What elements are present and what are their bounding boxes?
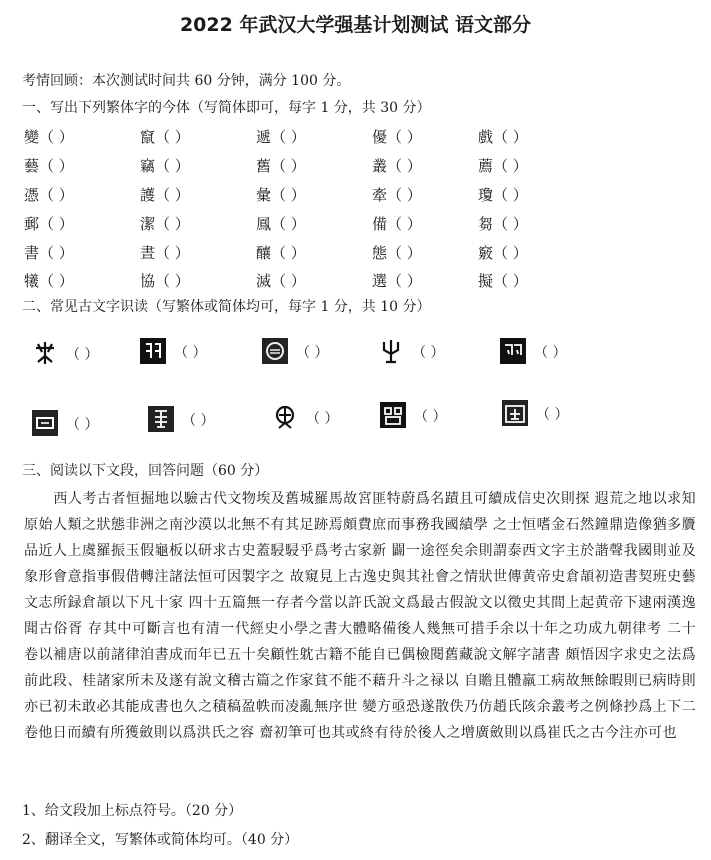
glyph-answer-blank: （ ） [66, 347, 99, 363]
char-item: 遞（ ） [256, 128, 306, 146]
ancient-glyph-8-icon [272, 404, 298, 430]
char-item: 潔（ ） [140, 215, 190, 233]
char-item: 犧（ ） [24, 272, 74, 290]
char-item: 牽（ ） [372, 186, 422, 204]
ancient-glyph-5-icon [500, 338, 526, 364]
char-item: 滅（ ） [256, 272, 306, 290]
char-item: 書（ ） [24, 244, 74, 262]
glyph-answer-blank: （ ） [536, 407, 569, 423]
section2-heading: 二、常见古文字识读（写繁体或简体均可，每字 1 分，共 10 分） [22, 299, 431, 315]
ancient-glyph-3-icon [262, 338, 288, 364]
question-2: 2、翻译全文，写繁体或简体均可。（40 分） [22, 832, 299, 848]
char-item: 釀（ ） [256, 244, 306, 262]
char-item: 藝（ ） [24, 157, 74, 175]
section3-heading: 三、阅读以下文段，回答问题（60 分） [22, 463, 269, 479]
ancient-glyph-7-icon [148, 406, 174, 432]
char-item: 態（ ） [372, 244, 422, 262]
char-item: 竊（ ） [140, 157, 190, 175]
question-1: 1、给文段加上标点符号。（20 分） [22, 803, 243, 819]
char-item: 協（ ） [140, 272, 190, 290]
page-title: 2022 年武汉大学强基计划测试 语文部分 [179, 14, 532, 36]
char-item: 戲（ ） [478, 128, 528, 146]
ancient-glyph-9-icon [380, 402, 406, 428]
char-item: 選（ ） [372, 272, 422, 290]
char-item: 鳳（ ） [256, 215, 306, 233]
char-item: 芻（ ） [478, 215, 528, 233]
glyph-answer-blank: （ ） [306, 411, 339, 427]
glyph-answer-blank: （ ） [534, 345, 567, 361]
exam-intro: 考情回顾：本次测试时间共 60 分钟，满分 100 分。 [22, 73, 351, 89]
char-item: 瓊（ ） [478, 186, 528, 204]
char-item: 舊（ ） [256, 157, 306, 175]
glyph-answer-blank: （ ） [66, 417, 99, 433]
char-item: 擬（ ） [478, 272, 528, 290]
ancient-glyph-10-icon [502, 400, 528, 426]
section1-heading: 一、写出下列繁体字的今体（写简体即可，每字 1 分，共 30 分） [22, 100, 431, 116]
reading-passage: 西人考古者恒掘地以驗古代文物埃及舊城羅馬故宮匪特蔚爲名蹟且可續成信史次則探 遐荒之地以求知原始人類之狀態非洲之南沙漠以北無不有其足跡焉頗費庶而事務我國績學 之士恒嗜金石然鐘鼎造像猶多贗品近人上虞羅振玉假龜板以研求古史蓋駸駸乎爲考古家新 闢一途徑矣余則謂泰西文字主於諧聲我國則並及象形會意指事假借轉注諸法恒可因製字之 故窺見上古逸史與其社會之情狀世傳黄帝史倉頡初造書契班史藝文志所録倉頡以下凡十家 四十五篇無一存者今當以許氏說文爲最古假說文以徵史其間上起黄帝下逮兩漢逸聞古俗胥 存其中可斷言也有清一代經史小學之書大體略備後人幾無可措手余以十年之功成九朝律考 二十卷以補唐以前諸律洎書成而年已五十矣顧性躭古籍不能自已偶檢閱舊藏說文解字諸書 頗悟因字求史之法爲前此段、桂諸家所未及遂有說文稽古篇之作家貧不能不藉升斗之禄以 自贍且體羸工病故無餘暇則已病時則亦已初未敢必其能成書也久之積稿盈帙而凌亂無序世 變方亟恐遂散佚乃仿趙氏陔余叢考之例條抄爲上下二卷他日而續有所獲斂則以爲洪氏之容 齋初筆可也其或終有待於後人之增廣斂則以爲崔氏之古今注亦可也 [24, 491, 696, 741]
char-item: 叢（ ） [372, 157, 422, 175]
char-item: 薦（ ） [478, 157, 528, 175]
glyph-answer-blank: （ ） [182, 413, 215, 429]
ancient-glyph-1-icon [32, 340, 58, 366]
glyph-answer-blank: （ ） [414, 409, 447, 425]
char-item: 護（ ） [140, 186, 190, 204]
char-item: 備（ ） [372, 215, 422, 233]
char-item: 優（ ） [372, 128, 422, 146]
glyph-answer-blank: （ ） [296, 345, 329, 361]
char-item: 竅（ ） [478, 244, 528, 262]
glyph-answer-blank: （ ） [174, 345, 207, 361]
char-item: 彙（ ） [256, 186, 306, 204]
char-item: 憑（ ） [24, 186, 74, 204]
ancient-glyph-2-icon [140, 338, 166, 364]
char-item: 郵（ ） [24, 215, 74, 233]
char-item: 變（ ） [24, 128, 74, 146]
ancient-glyph-4-icon [378, 338, 404, 364]
glyph-answer-blank: （ ） [412, 345, 445, 361]
char-item: 竄（ ） [140, 128, 190, 146]
ancient-glyph-6-icon [32, 410, 58, 436]
char-item: 晝（ ） [140, 244, 190, 262]
